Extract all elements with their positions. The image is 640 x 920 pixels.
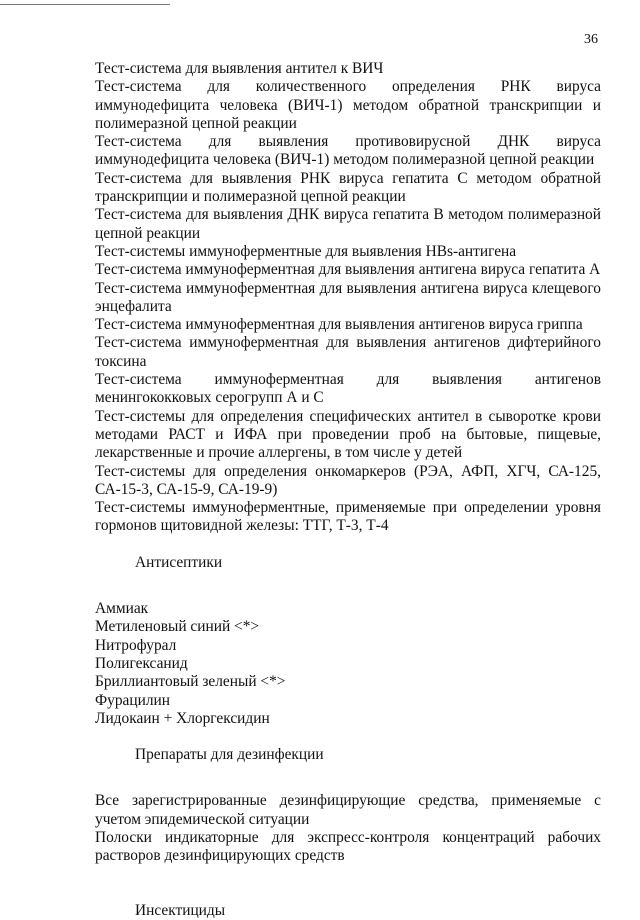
document-body <box>95 60 601 920</box>
list-item: Тест-системы для определения онкомаркеров (РЭА, АФП, ХГЧ, СА-125, СА-15-3, СА-15-9, СА-19-9) <box>95 462 601 498</box>
list-item: Аммиак <box>95 600 149 618</box>
list-item: Тест-система иммуноферментная для выявления антигенов дифтерийного токсина <box>95 334 601 370</box>
list-item: Тест-система для выявления антител к ВИЧ <box>95 60 384 77</box>
list-item: Нитрофурал <box>95 636 177 654</box>
list-item: Тест-система для выявления ДНК вируса гепатита В методом полимеразной цепной реакции <box>95 206 601 242</box>
list-item: Тест-система иммуноферментная для выявления антигена вируса гепатита А <box>95 261 601 279</box>
antiseptics-list <box>95 600 601 728</box>
list-item: Тест-система иммуноферментная для выявления антигенов менингококковых серогрупп А и С <box>95 371 601 407</box>
list-item: Полигексанид <box>95 654 188 672</box>
list-item: Все зарегистрированные дезинфицирующие средства, применяемые с учетом эпидемической ситуации <box>95 792 601 828</box>
section-heading-antiseptics: Антисептики <box>135 553 223 571</box>
scan-edge-line <box>0 4 170 5</box>
list-item: Метиленовый синий <*> <box>95 618 260 636</box>
page-number: 36 <box>584 32 598 47</box>
section-heading-disinfection: Препараты для дезинфекции <box>135 746 324 764</box>
disinfection-list <box>95 792 601 865</box>
list-item: Полоски индикаторные для экспресс-контроля концентраций рабочих растворов дезинфицирующих средств <box>95 828 601 865</box>
list-item: Тест-системы иммуноферментные, применяемые при определении уровня гормонов щитовидной железы: ТТГ, Т-3, Т-4 <box>95 499 601 535</box>
list-item: Тест-системы иммуноферментные для выявления HBs-антигена <box>95 242 517 260</box>
list-item: Тест-система иммуноферментная для выявления антигенов вируса гриппа <box>95 316 583 334</box>
list-item: Тест-системы для определения специфических антител в сыворотке крови методами РАСТ и ИФА при проведении проб на бытовые, пищевые, лекарственные и прочие аллергены, в том числе у детей <box>95 407 601 462</box>
tests-list <box>95 60 601 536</box>
section-heading-insecticides: Инсектициды <box>135 901 226 919</box>
list-item: Тест-система для выявления противовирусной ДНК вируса иммунодефицита человека (ВИЧ-1) методом полимеразной цепной реакции <box>95 133 601 169</box>
list-item: Фурацилин <box>95 691 171 709</box>
list-item: Тест-система иммуноферментная для выявления антигена вируса клещевого энцефалита <box>95 279 601 315</box>
list-item: Тест-система для количественного определения РНК вируса иммунодефицита человека (ВИЧ-1) методом обратной транскрипции и полимеразной цепной реакции <box>95 78 601 132</box>
list-item: Тест-система для выявления РНК вируса гепатита С методом обратной транскрипции и полимеразной цепной реакции <box>95 169 601 206</box>
list-item: Лидокаин + Хлоргексидин <box>95 709 270 727</box>
list-item: Бриллиантовый зеленый <*> <box>95 673 286 691</box>
